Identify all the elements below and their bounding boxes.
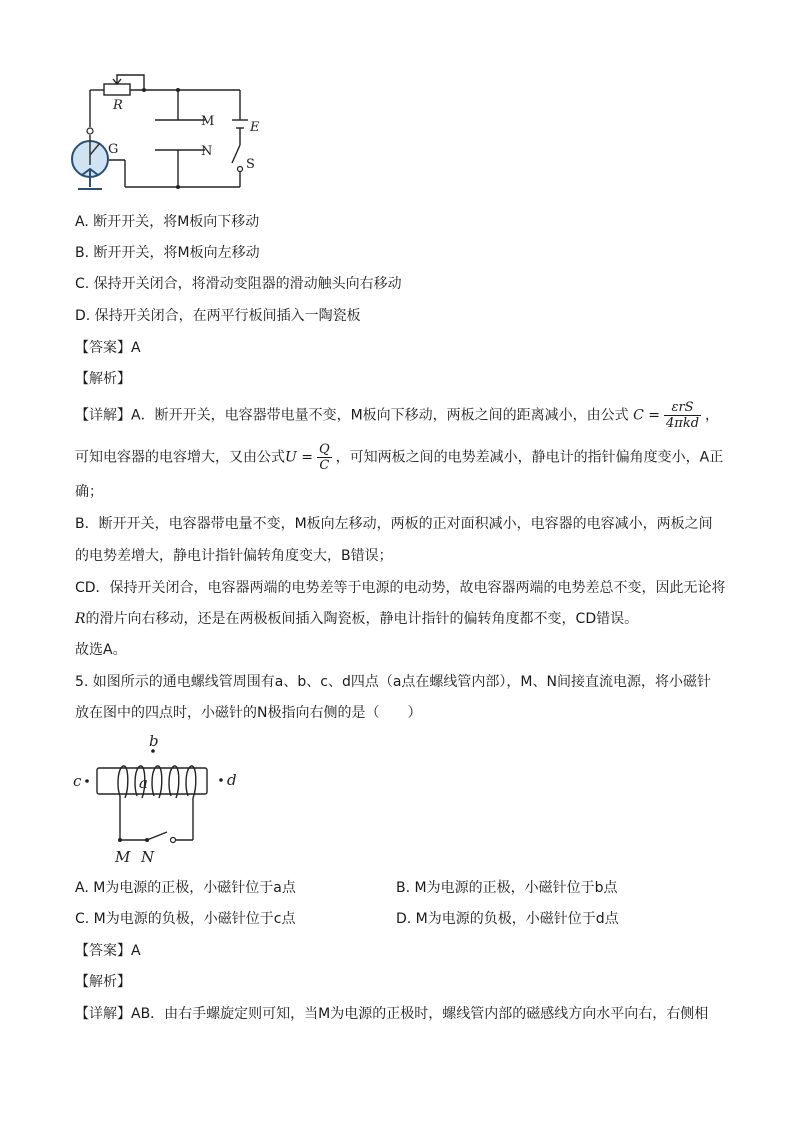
- q5-answer: [75, 940, 141, 962]
- option-q4-b: B. 断开开关，将M板向左移动: [75, 245, 260, 261]
- solenoid-label-N: N: [141, 848, 155, 866]
- answer-value: A: [131, 943, 141, 959]
- solenoid-diagram: [65, 728, 255, 868]
- formula-u-numerator: Q: [318, 442, 330, 457]
- formula-c-denominator: 4πkd: [666, 416, 700, 431]
- option-q5-a: A. M为电源的正极，小磁针位于a点: [75, 880, 296, 896]
- q4-detail-line-3: 确；: [75, 484, 103, 500]
- q5-stem-line-2: 放在图中的四点时，小磁针的N极指向右侧的是（ ）: [75, 705, 422, 721]
- q4-analysis-tag: 【解析】: [75, 371, 131, 387]
- formula-u-denominator: C: [319, 458, 330, 473]
- detail-text-7: 的滑片向右移动，还是在两极板间插入陶瓷板，静电计指针的偏转角度都不变，CD错误。: [85, 611, 639, 627]
- q5-analysis-tag: 【解析】: [75, 974, 131, 990]
- detail-text-2b: ，可知两板之间的电势差减小，静电计的指针偏角度变小，A正: [335, 449, 724, 466]
- option-q4-d: D. 保持开关闭合，在两平行板间插入一陶瓷板: [75, 308, 361, 324]
- solenoid-label-a: a: [139, 774, 148, 792]
- solenoid-label-M: M: [115, 848, 131, 866]
- formula-c-numerator: εrS: [664, 400, 701, 416]
- q4-detail-line-4: B．断开开关，电容器带电量不变，M板向左移动，两板的正对面积减小，电容器的电容减小，两板之间: [75, 516, 713, 532]
- option-q4-c: C. 保持开关闭合，将滑动变阻器的滑动触头向右移动: [75, 276, 402, 292]
- answer-tag: 【答案】: [75, 943, 131, 959]
- solenoid-label-b: b: [149, 732, 159, 750]
- formula-c-lhs: C =: [633, 407, 661, 424]
- option-q5-b: B. M为电源的正极，小磁针位于b点: [396, 880, 618, 896]
- option-q5-d: D. M为电源的负极，小磁针位于d点: [396, 911, 619, 927]
- detail-text-1: A．断开开关，电容器带电量不变，M板向下移动，两板之间的距离减小，由公式: [131, 407, 629, 424]
- q4-detail-line-7: [75, 608, 638, 630]
- q5-stem-line-1: 5. 如图所示的通电螺线管周围有a、b、c、d四点（a点在螺线管内部），M、N间接直流电源，将小磁针: [75, 674, 711, 690]
- solenoid-label-d: d: [227, 771, 237, 789]
- q5-detail-line-1: 【详解】AB．由右手螺旋定则可知，当M为电源的正极时，螺线管内部的磁感线方向水平向右，右侧相: [75, 1006, 709, 1022]
- formula-u-lhs: U =: [285, 449, 313, 466]
- q4-detail-line-8: 故选A。: [75, 642, 127, 658]
- q4-detail-line-1: 【详解】A．断开开关，电容器带电量不变，M板向下移动，两板之间的距离减小，由公式 C = $\frac{\text{εrS}}{\text{4πkd}}$ ，: [75, 400, 720, 431]
- answer-tag: 【答案】: [75, 340, 131, 356]
- label-M: M: [201, 114, 215, 129]
- solenoid-label-c: c: [73, 772, 82, 790]
- answer-value: A: [131, 340, 141, 356]
- formula-u-fraction: [317, 442, 332, 473]
- option-q4-a: A. 断开开关，将M板向下移动: [75, 214, 260, 230]
- label-N: N: [201, 144, 213, 159]
- label-E: E: [250, 120, 260, 135]
- option-q5-c: C. M为电源的负极，小磁针位于c点: [75, 911, 296, 927]
- label-R: R: [113, 98, 123, 113]
- q4-detail-line-2: [75, 442, 723, 472]
- q4-answer: [75, 337, 141, 359]
- detail-tag: 【详解】: [75, 407, 131, 424]
- detail-text-2a: 可知电容器的电容增大，又由公式: [75, 449, 285, 466]
- label-G: G: [108, 142, 119, 157]
- circuit-diagram: [60, 65, 280, 200]
- q4-detail-line-6: CD．保持开关闭合，电容器两端的电势差等于电源的电动势，故电容器两端的电势差总不变，因此无论将: [75, 580, 726, 596]
- q4-detail-line-5: 的电势差增大，静电计指针偏转角度变大，B错误；: [75, 548, 393, 564]
- var-R: R: [75, 611, 86, 627]
- formula-c-fraction: [664, 400, 701, 431]
- label-S: S: [246, 157, 255, 172]
